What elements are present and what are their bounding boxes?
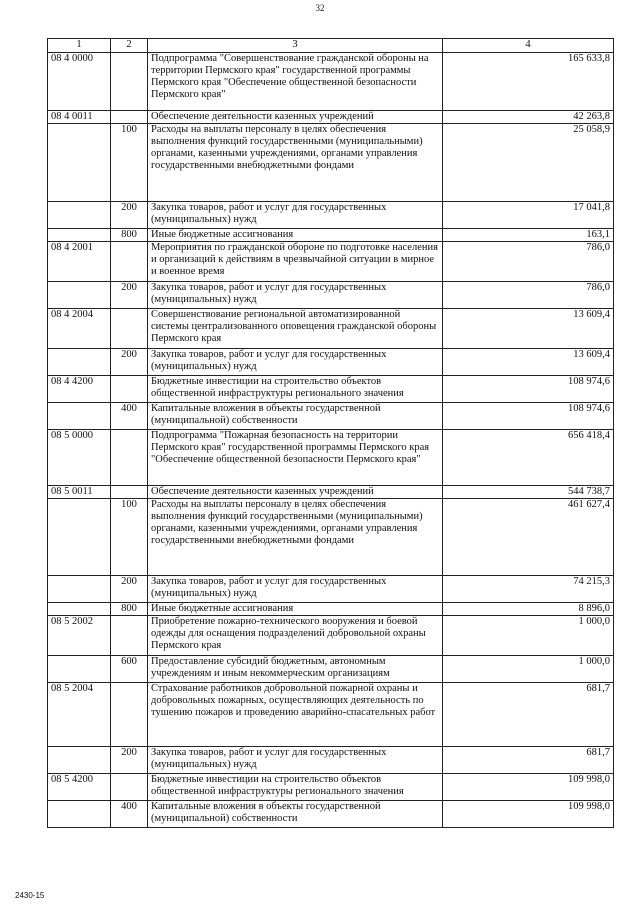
row-code bbox=[48, 229, 111, 242]
table-row bbox=[48, 111, 614, 124]
table-row bbox=[48, 801, 614, 828]
table-row bbox=[48, 124, 614, 202]
document-code: 2430-15 bbox=[15, 891, 45, 900]
table-row bbox=[48, 403, 614, 430]
row-code bbox=[48, 576, 111, 603]
row-expense-kind: 100 bbox=[111, 499, 148, 576]
row-expense-kind: 600 bbox=[111, 656, 148, 683]
table-row bbox=[48, 53, 614, 111]
column-header-2: 2 bbox=[111, 39, 148, 53]
row-description: Подпрограмма "Совершенствование гражданской обороны на территории Пермского края" государственной программы Пермского края "Обеспечение общественной безопасности Пермского края" bbox=[148, 53, 443, 111]
column-header-1: 1 bbox=[48, 39, 111, 53]
row-expense-kind: 200 bbox=[111, 202, 148, 229]
row-code: 08 4 0000 bbox=[48, 53, 111, 111]
row-code: 08 5 4200 bbox=[48, 774, 111, 801]
row-amount: 17 041,8 bbox=[443, 202, 614, 229]
row-code bbox=[48, 656, 111, 683]
row-expense-kind bbox=[111, 111, 148, 124]
row-amount: 1 000,0 bbox=[443, 656, 614, 683]
row-code bbox=[48, 403, 111, 430]
row-expense-kind: 200 bbox=[111, 576, 148, 603]
row-code: 08 5 2004 bbox=[48, 683, 111, 747]
row-code: 08 4 2004 bbox=[48, 309, 111, 349]
table-row bbox=[48, 282, 614, 309]
table-row bbox=[48, 486, 614, 499]
row-expense-kind: 200 bbox=[111, 349, 148, 376]
row-description: Обеспечение деятельности казенных учреждений bbox=[148, 486, 443, 499]
row-description: Предоставление субсидий бюджетным, автономным учреждениям и иным некоммерческим организациям bbox=[148, 656, 443, 683]
row-description: Закупка товаров, работ и услуг для государственных (муниципальных) нужд bbox=[148, 202, 443, 229]
row-expense-kind bbox=[111, 242, 148, 282]
row-expense-kind: 800 bbox=[111, 603, 148, 616]
row-code bbox=[48, 124, 111, 202]
row-description: Мероприятия по гражданской обороне по подготовке населения и организаций к действиям в чрезвычайной ситуации в мирное и военное время bbox=[148, 242, 443, 282]
row-amount: 786,0 bbox=[443, 242, 614, 282]
row-code: 08 4 4200 bbox=[48, 376, 111, 403]
table-row bbox=[48, 656, 614, 683]
row-amount: 681,7 bbox=[443, 747, 614, 774]
row-code: 08 4 2001 bbox=[48, 242, 111, 282]
row-expense-kind bbox=[111, 309, 148, 349]
row-amount: 13 609,4 bbox=[443, 309, 614, 349]
row-expense-kind bbox=[111, 486, 148, 499]
row-description: Закупка товаров, работ и услуг для государственных (муниципальных) нужд bbox=[148, 747, 443, 774]
row-expense-kind bbox=[111, 774, 148, 801]
row-amount: 25 058,9 bbox=[443, 124, 614, 202]
row-amount: 656 418,4 bbox=[443, 430, 614, 486]
table-row bbox=[48, 349, 614, 376]
row-expense-kind: 400 bbox=[111, 801, 148, 828]
table-row bbox=[48, 242, 614, 282]
row-description: Капитальные вложения в объекты государственной (муниципальной) собственности bbox=[148, 403, 443, 430]
row-code: 08 4 0011 bbox=[48, 111, 111, 124]
row-expense-kind: 200 bbox=[111, 747, 148, 774]
row-amount: 1 000,0 bbox=[443, 616, 614, 656]
row-description: Приобретение пожарно-технического вооружения и боевой одежды для оснащения подразделений добровольной охраны Пермского края bbox=[148, 616, 443, 656]
row-amount: 8 896,0 bbox=[443, 603, 614, 616]
row-code bbox=[48, 747, 111, 774]
table-row bbox=[48, 683, 614, 747]
row-expense-kind bbox=[111, 683, 148, 747]
row-code bbox=[48, 202, 111, 229]
row-description: Бюджетные инвестиции на строительство объектов общественной инфраструктуры регионального значения bbox=[148, 376, 443, 403]
row-code: 08 5 2002 bbox=[48, 616, 111, 656]
table-body bbox=[48, 53, 614, 828]
table-row bbox=[48, 603, 614, 616]
row-description: Совершенствование региональной автоматизированной системы централизованного оповещения гражданской обороны Пермского края bbox=[148, 309, 443, 349]
row-amount: 163,1 bbox=[443, 229, 614, 242]
row-code bbox=[48, 349, 111, 376]
row-amount: 108 974,6 bbox=[443, 376, 614, 403]
page-number: 32 bbox=[315, 3, 325, 13]
row-amount: 109 998,0 bbox=[443, 801, 614, 828]
row-description: Подпрограмма "Пожарная безопасность на территории Пермского края" государственной программы Пермского края "Обеспечение общественной безопасности Пермского края" bbox=[148, 430, 443, 486]
row-amount: 786,0 bbox=[443, 282, 614, 309]
row-description: Страхование работников добровольной пожарной охраны и добровольных пожарных, осуществляющих деятельность по тушению пожаров и проведению аварийно-спасательных работ bbox=[148, 683, 443, 747]
row-code bbox=[48, 801, 111, 828]
row-amount: 461 627,4 bbox=[443, 499, 614, 576]
row-description: Иные бюджетные ассигнования bbox=[148, 229, 443, 242]
row-amount: 681,7 bbox=[443, 683, 614, 747]
row-expense-kind bbox=[111, 616, 148, 656]
row-description: Расходы на выплаты персоналу в целях обеспечения выполнения функций государственными (муниципальными) органами, казенными учреждениями, органами управления государственными внебюджетными фондами bbox=[148, 124, 443, 202]
table-row bbox=[48, 229, 614, 242]
row-expense-kind bbox=[111, 430, 148, 486]
row-description: Закупка товаров, работ и услуг для государственных (муниципальных) нужд bbox=[148, 349, 443, 376]
table-row bbox=[48, 616, 614, 656]
row-description: Бюджетные инвестиции на строительство объектов общественной инфраструктуры регионального значения bbox=[148, 774, 443, 801]
column-header-4: 4 bbox=[443, 39, 614, 53]
row-code: 08 5 0000 bbox=[48, 430, 111, 486]
table-row bbox=[48, 576, 614, 603]
row-amount: 13 609,4 bbox=[443, 349, 614, 376]
row-amount: 74 215,3 bbox=[443, 576, 614, 603]
table-row bbox=[48, 747, 614, 774]
row-code bbox=[48, 603, 111, 616]
budget-table bbox=[47, 38, 614, 828]
table-row bbox=[48, 430, 614, 486]
row-amount: 109 998,0 bbox=[443, 774, 614, 801]
row-description: Капитальные вложения в объекты государственной (муниципальной) собственности bbox=[148, 801, 443, 828]
row-code: 08 5 0011 bbox=[48, 486, 111, 499]
row-expense-kind: 100 bbox=[111, 124, 148, 202]
table-row bbox=[48, 499, 614, 576]
row-description: Закупка товаров, работ и услуг для государственных (муниципальных) нужд bbox=[148, 576, 443, 603]
row-expense-kind bbox=[111, 53, 148, 111]
table-row bbox=[48, 376, 614, 403]
row-amount: 42 263,8 bbox=[443, 111, 614, 124]
row-expense-kind: 400 bbox=[111, 403, 148, 430]
row-description: Иные бюджетные ассигнования bbox=[148, 603, 443, 616]
row-amount: 165 633,8 bbox=[443, 53, 614, 111]
column-header-3: 3 bbox=[148, 39, 443, 53]
row-code bbox=[48, 282, 111, 309]
row-description: Расходы на выплаты персоналу в целях обеспечения выполнения функций государственными (муниципальными) органами, казенными учреждениями, органами управления государственными внебюджетными фондами bbox=[148, 499, 443, 576]
row-description: Обеспечение деятельности казенных учреждений bbox=[148, 111, 443, 124]
row-expense-kind: 200 bbox=[111, 282, 148, 309]
row-expense-kind: 800 bbox=[111, 229, 148, 242]
table-row bbox=[48, 309, 614, 349]
row-expense-kind bbox=[111, 376, 148, 403]
row-code bbox=[48, 499, 111, 576]
row-description: Закупка товаров, работ и услуг для государственных (муниципальных) нужд bbox=[148, 282, 443, 309]
table-row bbox=[48, 202, 614, 229]
table-header-row bbox=[48, 39, 614, 53]
table-row bbox=[48, 774, 614, 801]
row-amount: 544 738,7 bbox=[443, 486, 614, 499]
row-amount: 108 974,6 bbox=[443, 403, 614, 430]
